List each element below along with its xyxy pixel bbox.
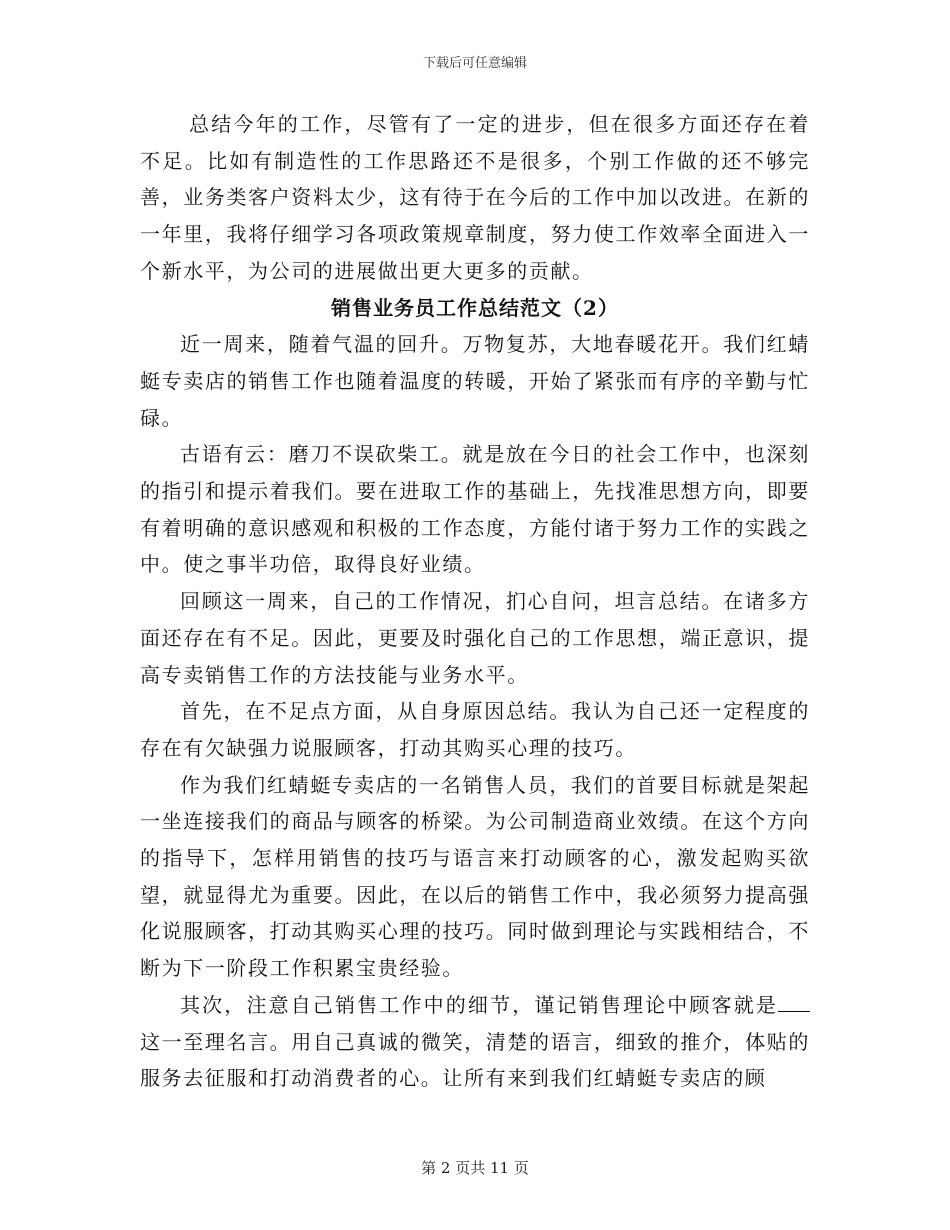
document-body: [140, 106, 810, 1097]
paragraph: 首先，在不足点方面，从自身原因总结。我认为自己还一定程度的存在有欠缺强力说服顾客，打动其购买心理的技巧。: [140, 699, 810, 760]
paragraph: 古语有云：磨刀不误砍柴工。就是放在今日的社会工作中，也深刻的指引和提示着我们。要在进取工作的基础上，先找准思想方向，即要有着明确的意识感观和积极的工作态度，方能付诸于努力工作的实践之中。使之事半功倍，取得良好业绩。: [140, 442, 810, 577]
paragraph: 作为我们红蜻蜓专卖店的一名销售人员，我们的首要目标就是架起一坐连接我们的商品与顾客的桥梁。为公司制造商业效绩。在这个方向的指导下，怎样用销售的技巧与语言来打动顾客的心，激发起购买欲望，就显得尤为重要。因此，在以后的销售工作中，我必须努力提高强化说服顾客，打动其购买心理的技巧。同时做到理论与实践相结合，不断为下一阶段工作积累宝贵经验。: [140, 772, 810, 981]
page-footer: 第 2 页共 11 页: [421, 1159, 529, 1177]
paragraph-text-before-blank: 其次，注意自己销售工作中的细节，谨记销售理论中顾客就是: [180, 992, 778, 1017]
fill-in-blank: [778, 993, 810, 1012]
paragraph-text-after-blank: 这一至理名言。用自己真诚的微笑，清楚的语言，细致的推介，体贴的服务去征服和打动消费者的心。让所有来到我们红蜻蜓专卖店的顾: [140, 1029, 810, 1091]
page-header: 下载后可任意编辑: [422, 56, 527, 71]
paragraph: 总结今年的工作，尽管有了一定的进步，但在很多方面还存在着不足。比如有制造性的工作思路还不是很多，个别工作做的还不够完善，业务类客户资料太少，这有待于在今后的工作中加以改进。在新的一年里，我将仔细学习各项政策规章制度，努力使工作效率全面进入一个新水平，为公司的进展做出更大更多的贡献。: [140, 112, 810, 283]
paragraph-with-blank: [140, 987, 810, 1097]
section-title: 销售业务员工作总结范文（2）: [331, 295, 619, 320]
paragraph: 回顾这一周来，自己的工作情况，扪心自问，坦言总结。在诸多方面还存在有不足。因此，更要及时强化自己的工作思想，端正意识，提高专卖销售工作的方法技能与业务水平。: [140, 589, 810, 687]
paragraph: 近一周来，随着气温的回升。万物复苏，大地春暖花开。我们红蜻蜓专卖店的销售工作也随着温度的转暖，开始了紧张而有序的辛勤与忙碌。: [140, 332, 810, 430]
